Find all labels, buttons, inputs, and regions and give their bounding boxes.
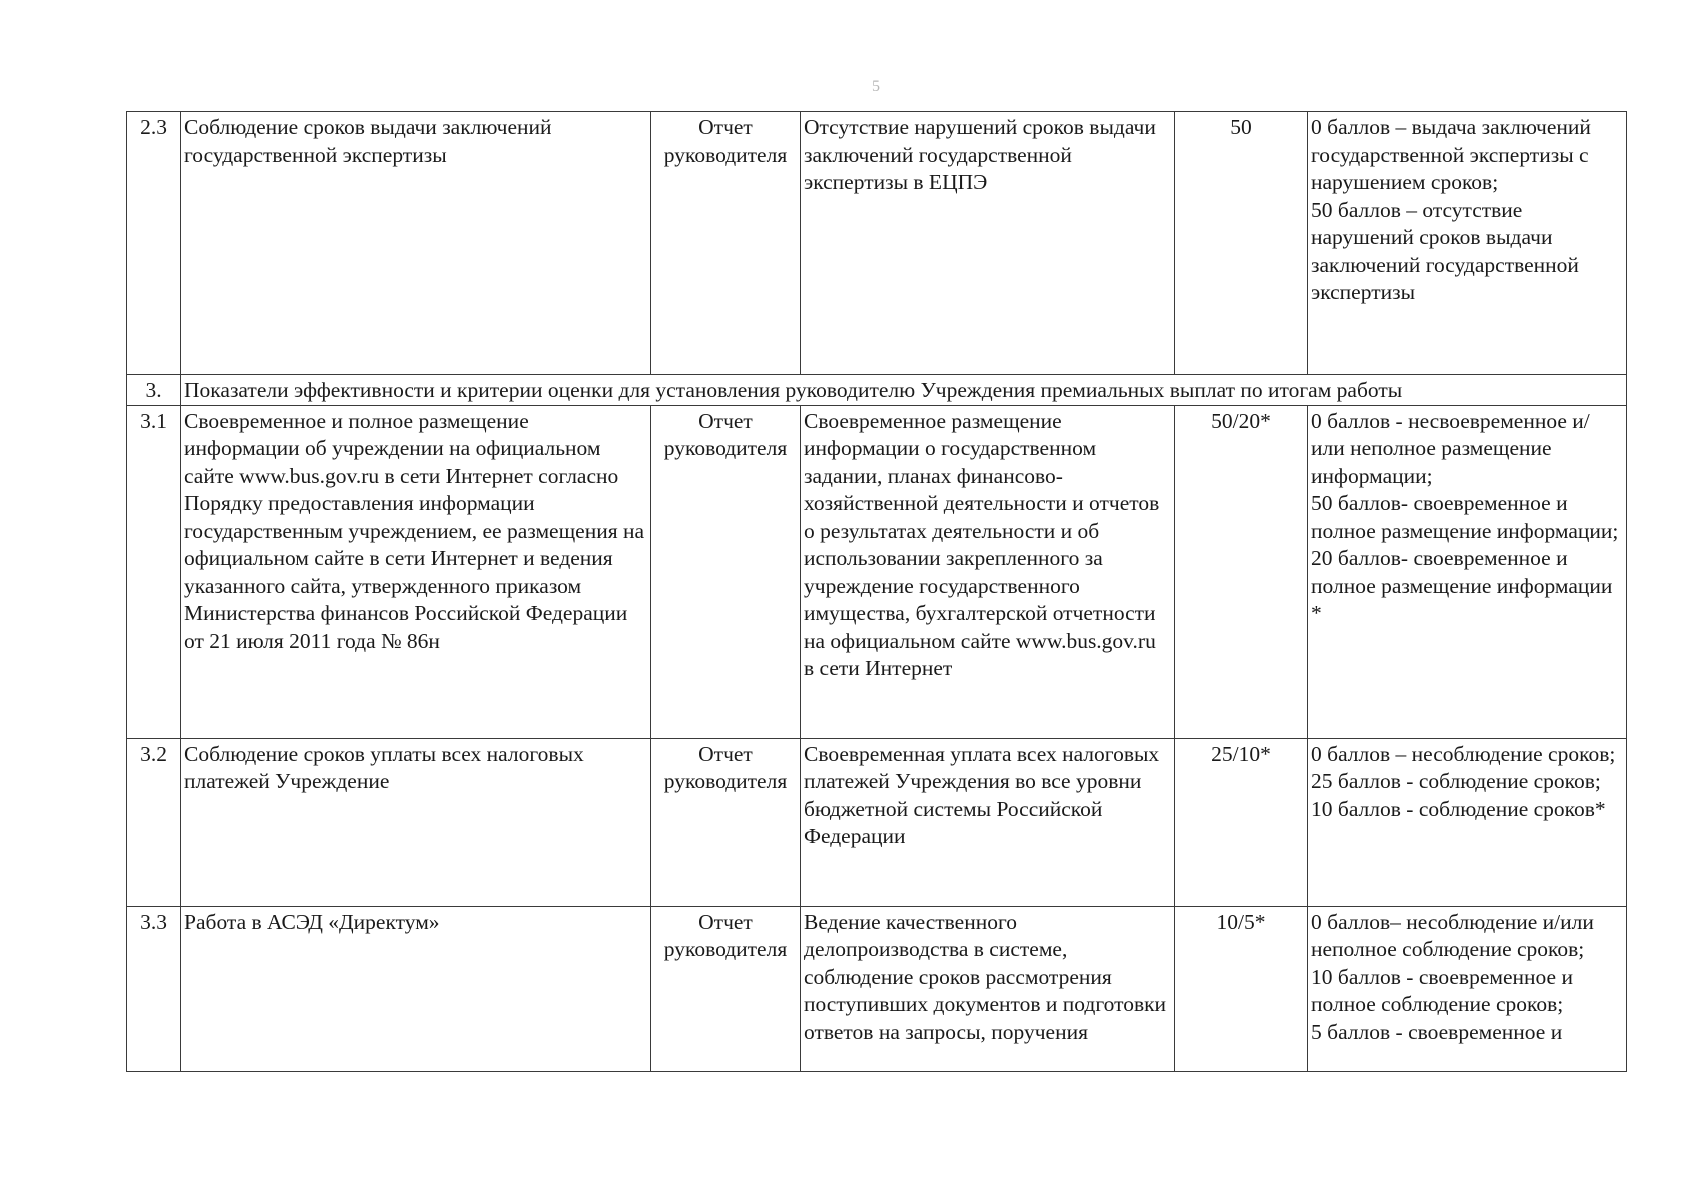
max-score: 50	[1175, 112, 1308, 375]
evaluation-criterion: Своевременное размещение информации о государственном задании, планах финансово-хозяйственной деятельности и отчетов о результатах деятельности и об использовании закрепленного за учреждение государственного имущества, бухгалтерской отчетности на официальном сайте www.bus.gov.ru в сети Интернет	[801, 405, 1175, 738]
section-header-row	[127, 375, 1627, 406]
data-source: Отчет руководителя	[651, 738, 801, 906]
indicator-name: Своевременное и полное размещение информации об учреждении на официальном сайте www.bus.gov.ru в сети Интернет согласно Порядку предоставления информации государственным учреждением, ее размещения на официальном сайте в сети Интернет и ведения указанного сайта, утвержденного приказом Министерства финансов Российской Федерации от 21 июля 2011 года № 86н	[181, 405, 651, 738]
row-number: 2.3	[127, 112, 181, 375]
table-row-2-3	[127, 112, 1627, 375]
scoring-scale	[1308, 112, 1627, 375]
table-row-3-3	[127, 906, 1627, 1071]
indicator-name: Соблюдение сроков уплаты всех налоговых платежей Учреждение	[181, 738, 651, 906]
scoring-scale	[1308, 405, 1627, 738]
scale-line: 50 баллов – отсутствие нарушений сроков выдачи заключений государственной экспертизы	[1311, 197, 1579, 304]
row-number: 3.3	[127, 906, 181, 1071]
section-title: Показатели эффективности и критерии оценки для установления руководителю Учреждения премиальных выплат по итогам работы	[181, 375, 1627, 406]
table-row-3-1	[127, 405, 1627, 738]
scale-line: 0 баллов – несоблюдение сроков;	[1311, 741, 1616, 766]
max-score: 25/10*	[1175, 738, 1308, 906]
max-score: 10/5*	[1175, 906, 1308, 1071]
scale-line: 25 баллов - соблюдение сроков;	[1311, 769, 1601, 793]
table-row-3-2	[127, 738, 1627, 906]
scale-line: 50 баллов- своевременное и полное размещение информации;	[1311, 491, 1619, 543]
data-source: Отчет руководителя	[651, 112, 801, 375]
scoring-scale	[1308, 738, 1627, 906]
indicator-name: Соблюдение сроков выдачи заключений государственной экспертизы	[181, 112, 651, 375]
scale-line: 10 баллов - своевременное и полное соблюдение сроков;	[1311, 964, 1573, 1016]
scale-line: 0 баллов - несвоевременное и/или неполное размещение информации;	[1311, 408, 1590, 488]
evaluation-criterion: Отсутствие нарушений сроков выдачи заключений государственной экспертизы в ЕЦПЭ	[801, 112, 1175, 375]
criteria-table	[126, 111, 1627, 1072]
row-number: 3.1	[127, 405, 181, 738]
page-number: 5	[872, 78, 880, 95]
data-source: Отчет руководителя	[651, 906, 801, 1071]
evaluation-criterion: Ведение качественного делопроизводства в системе, соблюдение сроков рассмотрения поступивших документов и подготовки ответов на запросы, поручения	[801, 906, 1175, 1071]
indicator-name: Работа в АСЭД «Директум»	[181, 906, 651, 1071]
data-source: Отчет руководителя	[651, 405, 801, 738]
scale-line: 10 баллов - соблюдение сроков*	[1311, 796, 1606, 821]
scoring-scale	[1308, 906, 1627, 1071]
scale-line: 20 баллов- своевременное и полное размещение информации *	[1311, 546, 1613, 625]
max-score: 50/20*	[1175, 405, 1308, 738]
section-number: 3.	[127, 375, 181, 406]
evaluation-criterion: Своевременная уплата всех налоговых платежей Учреждения во все уровни бюджетной системы Российской Федерации	[801, 738, 1175, 906]
row-number: 3.2	[127, 738, 181, 906]
scale-line: 0 баллов – выдача заключений государственной экспертизы с нарушением сроков;	[1311, 115, 1591, 194]
scale-line: 0 баллов– несоблюдение и/или неполное соблюдение сроков;	[1311, 909, 1594, 961]
scale-line: 5 баллов - своевременное и	[1311, 1019, 1563, 1044]
